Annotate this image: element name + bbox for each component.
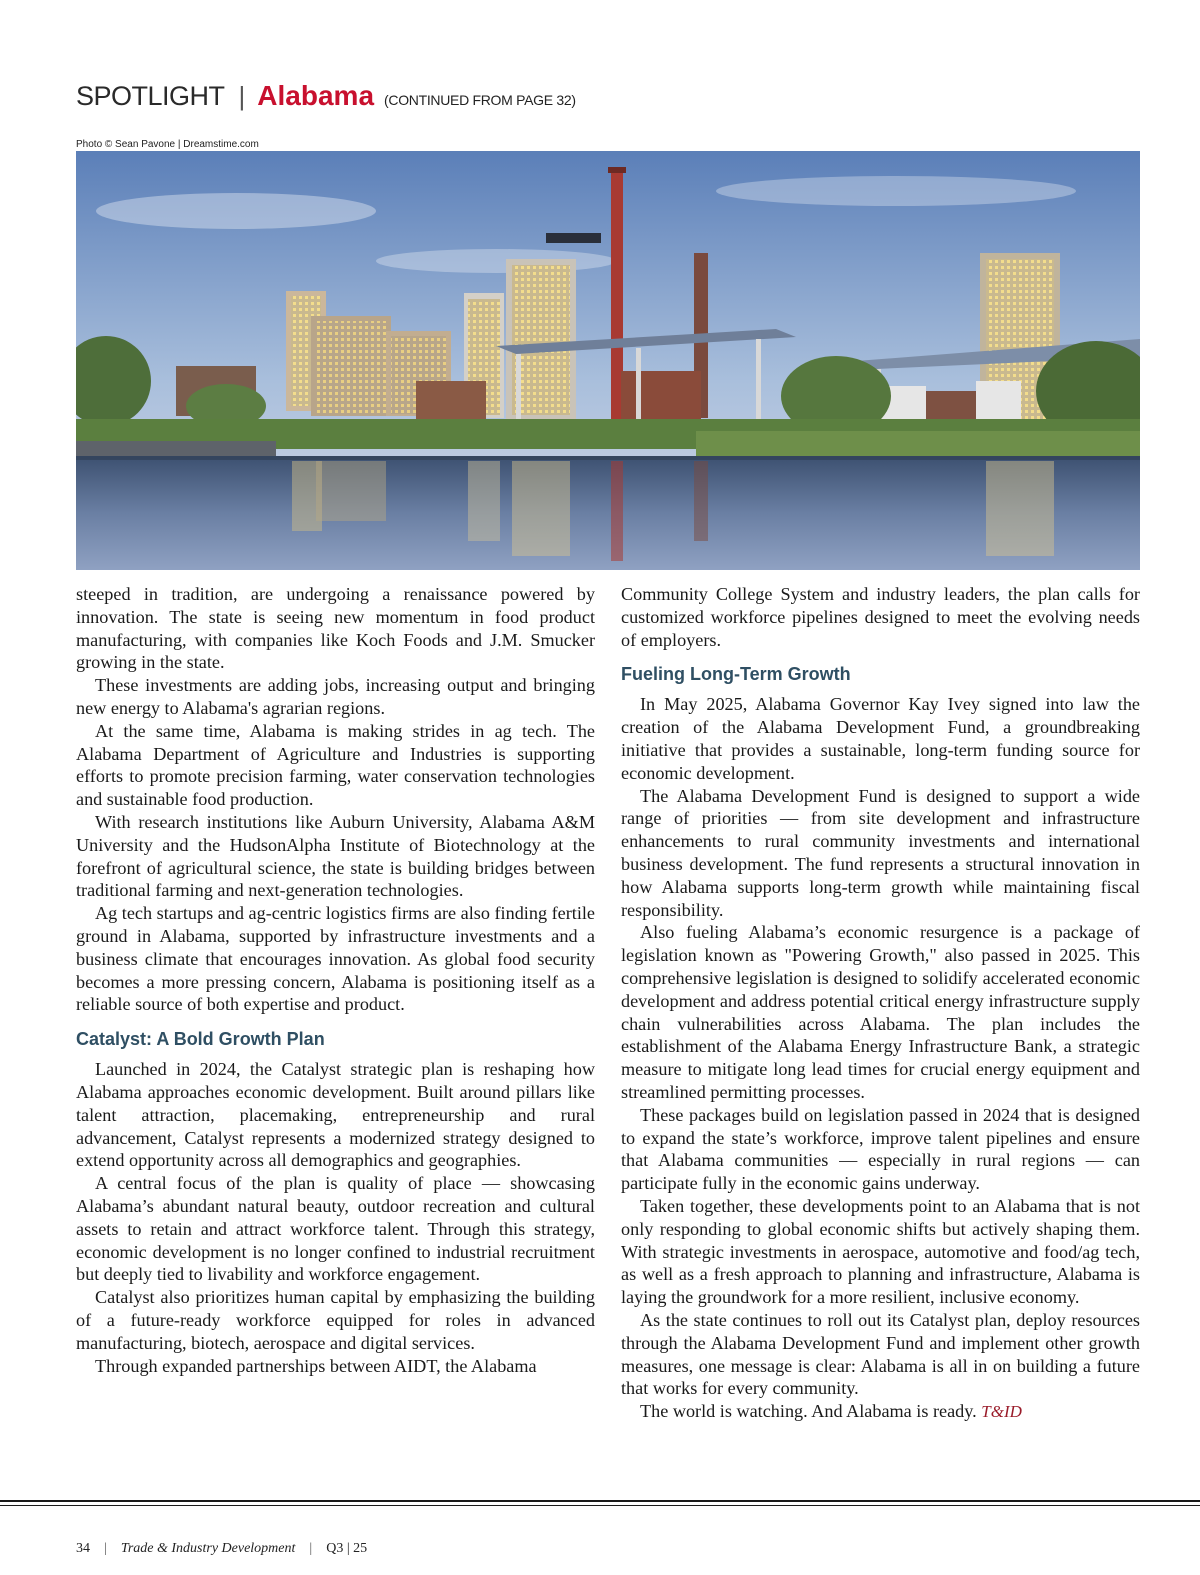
- paragraph: Launched in 2024, the Catalyst strategic plan is reshaping how Alabama approaches economic development. Built around pillars like talent attraction, placemaking, entrepreneurship and rural advancement, Catalyst represents a modernized strategy designed to extend opportunity across all demographics and geographies.: [76, 1059, 595, 1171]
- page-footer: [76, 1541, 367, 1557]
- state-name: Alabama: [257, 80, 375, 111]
- paragraph: Catalyst also prioritizes human capital by emphasizing the building of a future-ready workforce equipped for roles in advanced manufacturing, biotech, aerospace and digital services.: [76, 1287, 595, 1353]
- right-column: [621, 583, 1140, 1424]
- left-column: [76, 583, 595, 1377]
- paragraph: As the state continues to roll out its Catalyst plan, deploy resources through the Alabama Development Fund and implement other growth measures, one message is clear: Alabama is all in on building a future that works for every community.: [621, 1309, 1140, 1399]
- paragraph: Also fueling Alabama’s economic resurgence is a package of legislation known as "Powering Growth," also passed in 2025. This comprehensive legislation is designed to solidify accelerated economic development and address potential critical energy infrastructure supply chain vulnerabilities across Alabama. The plan includes the establishment of the Alabama Energy Infrastructure Bank, a strategic measure to mitigate long lead times for crucial energy equipment and streamlined permitting processes.: [621, 922, 1140, 1102]
- continued-note: (CONTINUED FROM PAGE 32): [384, 92, 576, 108]
- paragraph: A central focus of the plan is quality of place — showcasing Alabama’s abundant natural beauty, outdoor recreation and cultural assets to retain and attract workforce talent. Through this strategy, economic development is no longer confined to industrial recruitment but deeply tied to livability and workforce engagement.: [76, 1173, 595, 1285]
- issue-label: Q3 | 25: [326, 1541, 368, 1556]
- section-label: SPOTLIGHT: [76, 81, 225, 111]
- section-heading-catalyst: Catalyst: A Bold Growth Plan: [76, 1029, 325, 1050]
- photo-credit: Photo © Sean Pavone | Dreamstime.com: [76, 139, 259, 150]
- footer-separator: |: [104, 1541, 107, 1556]
- paragraph: Through expanded partnerships between AIDT, the Alabama: [95, 1355, 537, 1376]
- paragraph: In May 2025, Alabama Governor Kay Ivey signed into law the creation of the Alabama Development Fund, a groundbreaking initiative that provides a sustainable, long-term funding source for economic development.: [621, 694, 1140, 783]
- closing-text: The world is watching. And Alabama is ready.: [640, 1401, 977, 1422]
- paragraph: These packages build on legislation passed in 2024 that is designed to expand the state’s workforce, improve talent pipelines and ensure that Alabama communities — especially in rural regions — can participate fully in the economic gains underway.: [621, 1104, 1140, 1194]
- paragraph: Ag tech startups and ag-centric logistics firms are also finding fertile ground in Alabama, supported by infrastructure investments and a business climate that encourages innovation. As global food security becomes a more pressing concern, Alabama is positioning itself as a reliable source of both expertise and product.: [76, 903, 595, 1015]
- end-mark-logo: T&ID: [981, 1402, 1022, 1422]
- paragraph: At the same time, Alabama is making strides in ag tech. The Alabama Department of Agriculture and Industries is supporting efforts to promote precision farming, water conservation technologies and sustainable food production.: [76, 720, 595, 810]
- paragraph: steeped in tradition, are undergoing a renaissance powered by innovation. The state is seeing new momentum in food product manufacturing, with companies like Koch Foods and J.M. Smucker growing in the state.: [76, 584, 595, 673]
- paragraph: These investments are adding jobs, increasing output and bringing new energy to Alabama's agrarian regions.: [76, 675, 595, 718]
- paragraph: Taken together, these developments point to an Alabama that is not only responding to global economic shifts but actively shaping them. With strategic investments in aerospace, automotive and food/ag tech, as well as a fresh approach to planning and infrastructure, Alabama is laying the groundwork for a more resilient, inclusive economy.: [621, 1195, 1140, 1308]
- section-heading-fueling: Fueling Long-Term Growth: [621, 664, 851, 685]
- paragraph: The Alabama Development Fund is designed to support a wide range of priorities — from site development and infrastructure enhancements to rural community investments and international business development. The fund represents a structural innovation in how Alabama supports long-term growth while maintaining fiscal responsibility.: [621, 785, 1140, 920]
- publication-name: Trade & Industry Development: [120, 1541, 296, 1556]
- footer-rule: [0, 1500, 1200, 1502]
- closing-paragraph: [621, 1400, 1140, 1424]
- page-number: 34: [76, 1541, 90, 1556]
- paragraph: Community College System and industry leaders, the plan calls for customized workforce pipelines designed to meet the evolving needs of employers.: [621, 584, 1140, 650]
- header-separator: |: [238, 81, 246, 111]
- footer-separator: |: [309, 1541, 313, 1556]
- skyline-photo: [76, 151, 1140, 570]
- paragraph: With research institutions like Auburn University, Alabama A&M University and the HudsonAlpha Institute of Biotechnology at the forefront of agricultural science, the state is building bridges between traditional farming and next-generation technologies.: [76, 811, 595, 901]
- footer-rule-thin: [0, 1505, 1200, 1506]
- page-header: [76, 80, 576, 116]
